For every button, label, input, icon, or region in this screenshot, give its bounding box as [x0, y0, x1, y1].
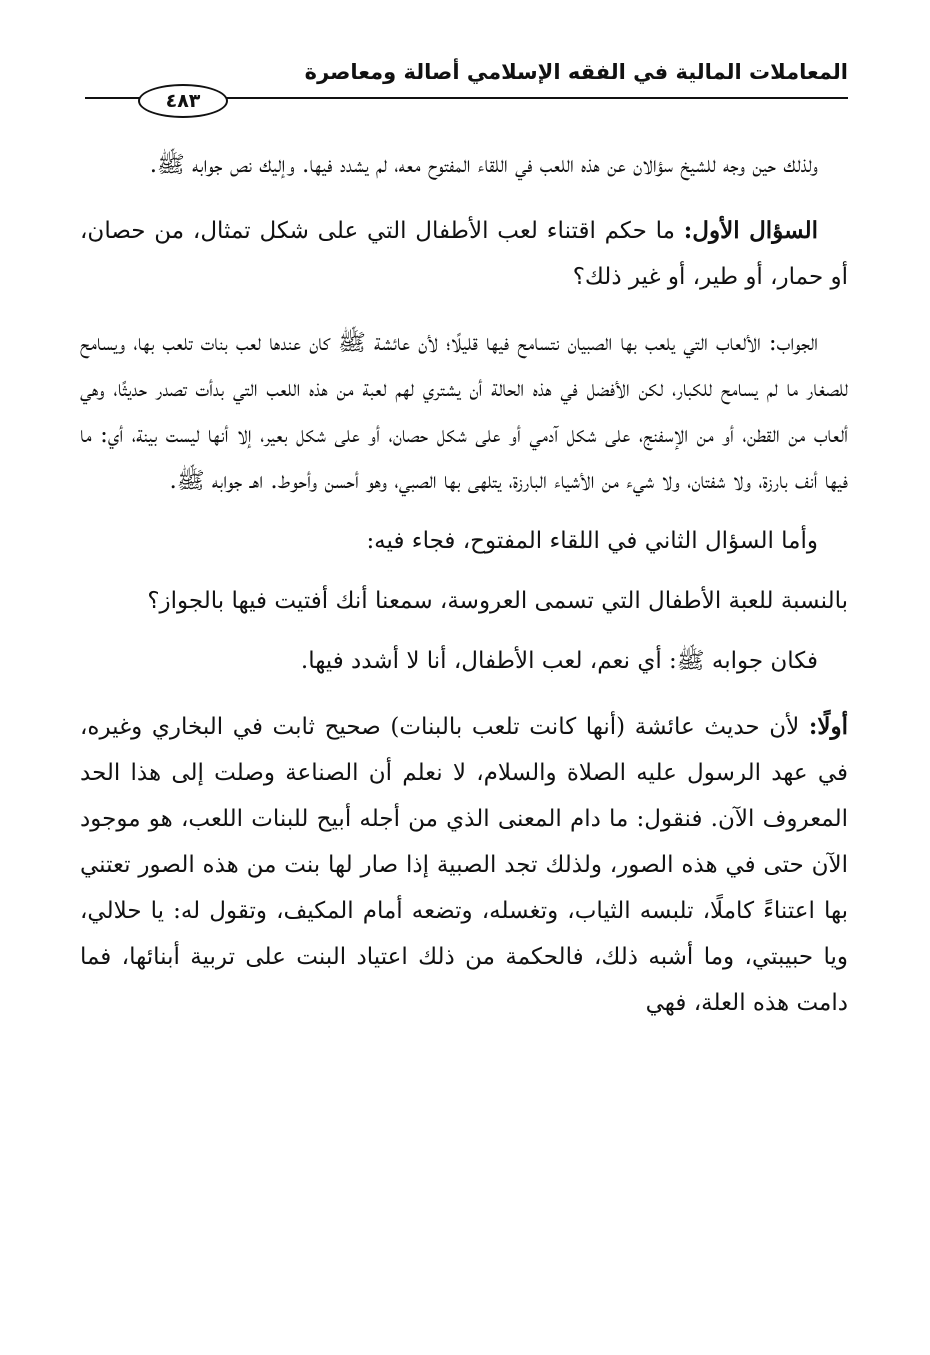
paragraph-text: ولذلك حين وجه للشيخ سؤالان عن هذه اللعب في اللقاء المفتوح معه، لم يشدد فيها. وإليك نص جوابه ﷺ. [149, 152, 818, 178]
page-number: ٤٨٣ [138, 84, 228, 118]
book-title: المعاملات المالية في الفقه الإسلامي أصالة ومعاصرة [304, 60, 848, 84]
question-label: السؤال الأول: [683, 217, 818, 244]
point-label: أولًا: [808, 713, 848, 740]
page-body [80, 142, 848, 1026]
paragraph-text: بالنسبة للعبة الأطفال التي تسمى العروسة، سمعنا أنك أفتيت فيها بالجواز؟ [147, 588, 848, 614]
paragraph-question-2 [80, 578, 848, 624]
paragraph-text: وأما السؤال الثاني في اللقاء المفتوح، فجاء فيه: [366, 528, 818, 554]
paragraph-text: الجواب: الألعاب التي يلعب بها الصبيان نتسامح فيها قليلًا؛ لأن عائشة ﷺ كان عندها لعب بنات تلعب بها، ويسامح للصغار ما لم يسامح للكبار، لكن الأفضل في هذه الحالة أن يشتري لهم لعبة من هذه اللعب التي بدأت تصدر حديثًا، وهي ألعاب من القطن، أو من الإسفنج، على شكل آدمي أو على شكل حصان، أو على شكل بعير، إلا أنها ليست بينة، أي: ما فيها أنف بارزة، ولا شفتان، ولا شيء من الأشياء البارزة، يتلهى بها الصبي، وهو أحسن وأحوط. اهـ جوابه ﷺ. [80, 330, 848, 494]
running-header [85, 58, 848, 86]
paragraph-text: ما حكم اقتناء لعب الأطفال التي على شكل تمثال، من حصان، أو حمار، أو طير، أو غير ذلك؟ [80, 218, 848, 290]
paragraph-text: لأن حديث عائشة (أنها كانت تلعب بالبنات) صحيح ثابت في البخاري وغيره، في عهد الرسول عليه الصلاة والسلام، لا نعلم أن الصناعة وصلت إلى هذا الحد المعروف الآن. فنقول: ما دام المعنى الذي من أجله أبيح للبنات اللعب، هو موجود الآن حتى في هذه الصور، ولذلك تجد الصبية إذا صار لها بنت من هذه الصور تعتني بها اعتناءً كاملًا، تلبسه الثياب، وتغسله، وتضعه أمام المكيف، وتقول له: يا حلالي، ويا حبيبتي، وما أشبه ذلك، فالحكمة من ذلك اعتياد البنت على تربية أبنائها، فما دامت هذه العلة، فهي [80, 714, 848, 1016]
paragraph-text: فكان جوابه ﷺ: أي نعم، لعب الأطفال، أنا لا أشدد فيها. [300, 648, 818, 674]
paragraph-question-1 [80, 208, 848, 300]
paragraph-answer-2 [80, 638, 848, 684]
paragraph-answer-1 [80, 320, 848, 504]
paragraph-intro [80, 142, 848, 188]
paragraph-question-2-intro [80, 518, 848, 564]
paragraph-first-point [80, 704, 848, 1026]
